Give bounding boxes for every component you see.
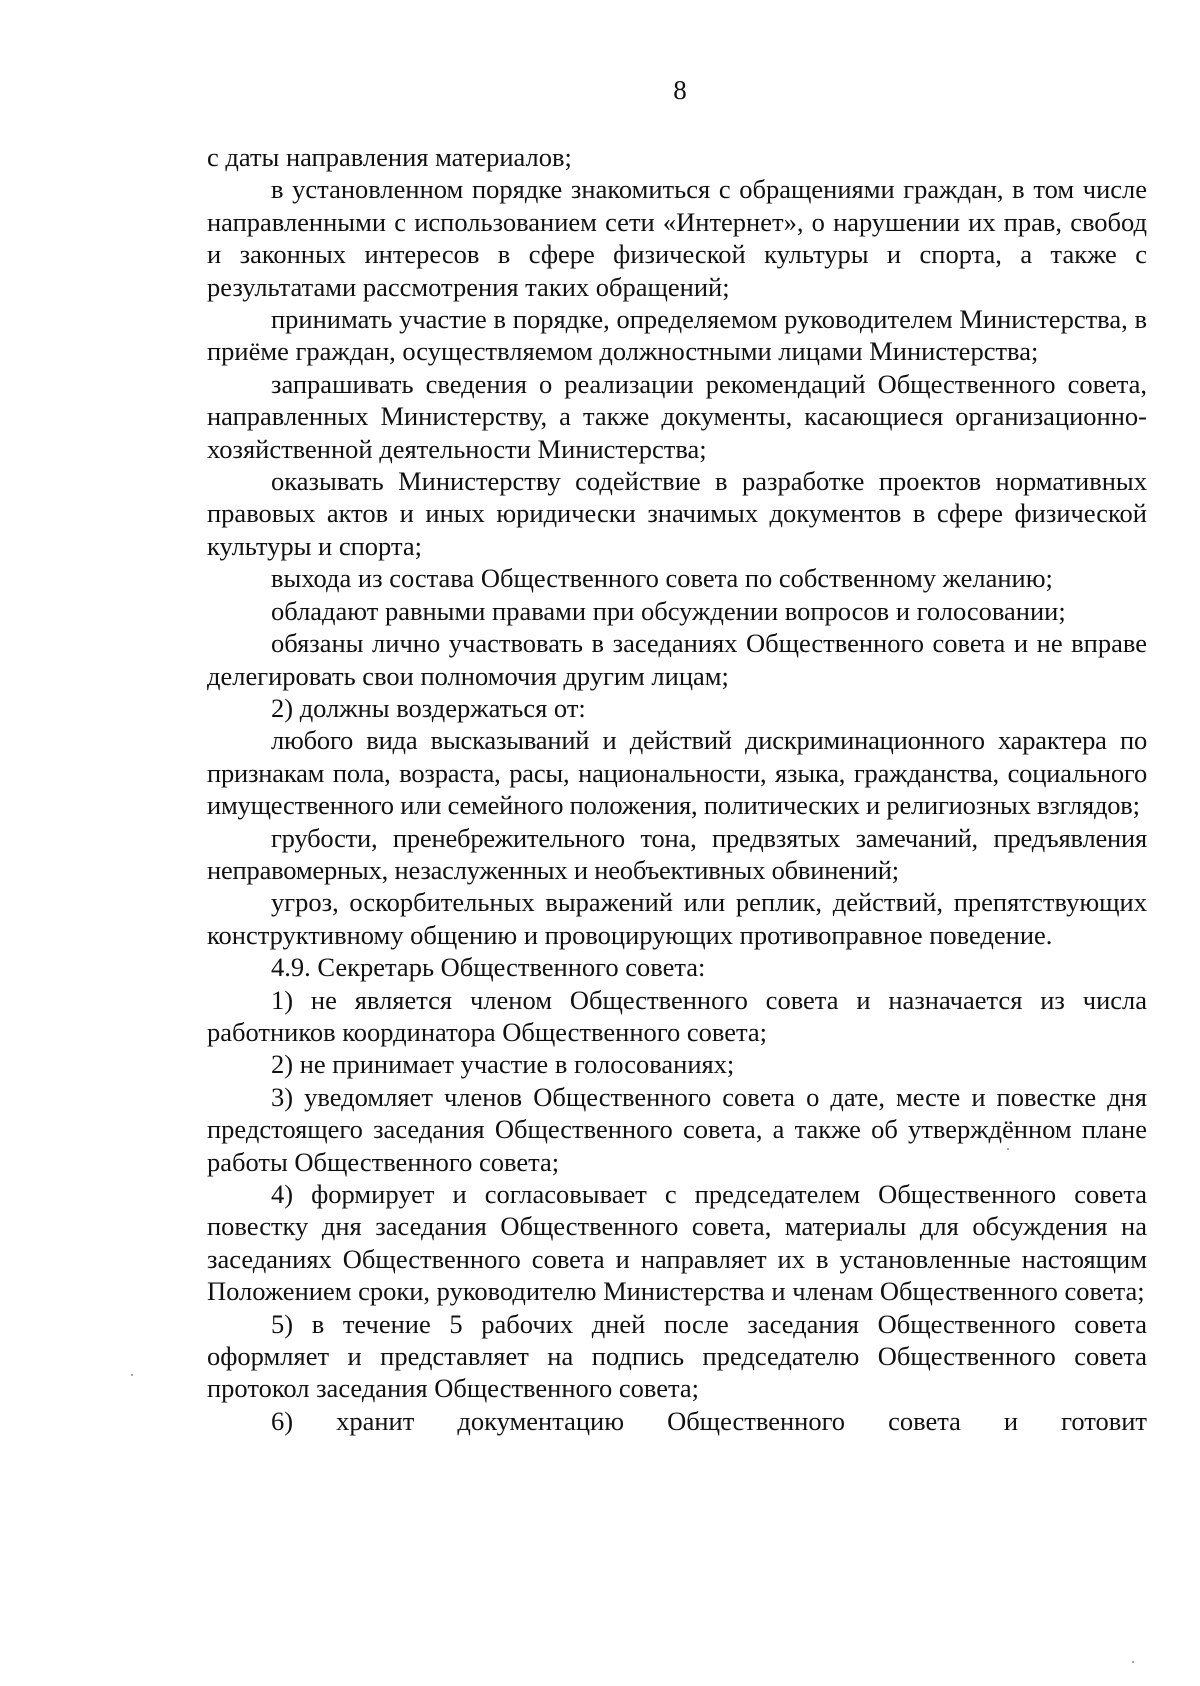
paragraph-assist-drafting: оказывать Министерству содействие в разработке проектов нормативных правовых актов и иных юридически значимых документов в сфере физической культуры и спорта;: [207, 466, 1147, 561]
document-body: [207, 141, 1147, 1437]
paragraph-request-info: запрашивать сведения о реализации рекомендаций Общественного совета, направленных Министерству, а также документы, касающиеся организационно-хозяйственной деятельности Министерства;: [207, 368, 1147, 464]
paragraph-resign: выхода из состава Общественного совета по собственному желанию;: [271, 563, 1053, 594]
paragraph-secretary-5: 5) в течение 5 рабочих дней после заседания Общественного совета оформляет и представляет на подпись председателю Общественного совета протокол заседания Общественного совета;: [207, 1308, 1147, 1404]
paragraph-citizen-reception: принимать участие в порядке, определяемом руководителем Министерства, в приёме граждан, осуществляемом должностными лицами Министерства;: [207, 304, 1147, 367]
paragraph-equal-rights: обладают равными правами при обсуждении вопросов и голосовании;: [271, 595, 1066, 626]
page-number: 8: [673, 75, 687, 105]
paragraph-secretary-2: 2) не принимает участие в голосованиях;: [271, 1049, 735, 1080]
paragraph-secretary-6: 6) хранит документацию Общественного совета и готовит: [271, 1405, 1147, 1436]
scan-speck: [131, 1374, 133, 1376]
paragraph-review-appeals: в установленном порядке знакомиться с обращениями граждан, в том числе направленными с использованием сети «Интернет», о нарушении их прав, свобод и законных интересов в сфере физической культуры и спорта, а также с результатами рассмотрения таких обращений;: [207, 174, 1147, 302]
paragraph-discrimination: любого вида высказываний и действий дискриминационного характера по признакам пола, возраста, расы, национальности, языка, гражданства, социального имущественного или семейного положения, политических и религиозных взглядов;: [207, 725, 1147, 821]
section-heading-secretary: 4.9. Секретарь Общественного совета:: [271, 952, 706, 983]
paragraph-continuation: с даты направления материалов;: [207, 142, 572, 172]
scan-speck: [1132, 1661, 1134, 1663]
paragraph-secretary-4: 4) формирует и согласовывает с председателем Общественного совета повестку дня заседания Общественного совета, материалы для обсуждения на заседаниях Общественного совета и направляет их в установленные настоящим Положением сроки, руководителю Министерства и членам Общественного совета;: [207, 1179, 1147, 1307]
paragraph-rudeness: грубости, пренебрежительного тона, предвзятых замечаний, предъявления неправомерных, незаслуженных и необъективных обвинений;: [207, 822, 1147, 885]
paragraph-threats: угроз, оскорбительных выражений или реплик, действий, препятствующих конструктивному общению и провоцирующих противоправное поведение.: [207, 887, 1147, 950]
paragraph-secretary-1: 1) не является членом Общественного совета и назначается из числа работников координатора Общественного совета;: [207, 984, 1147, 1047]
paragraph-must-refrain: 2) должны воздержаться от:: [271, 692, 586, 723]
scan-speck: [1007, 1148, 1009, 1150]
paragraph-obliged-attend: обязаны лично участвовать в заседаниях Общественного совета и не вправе делегировать свои полномочия другим лицам;: [207, 628, 1147, 691]
paragraph-secretary-3: 3) уведомляет членов Общественного совета о дате, месте и повестке дня предстоящего заседания Общественного совета, а также об утверждённом плане работы Общественного совета;: [207, 1081, 1147, 1177]
